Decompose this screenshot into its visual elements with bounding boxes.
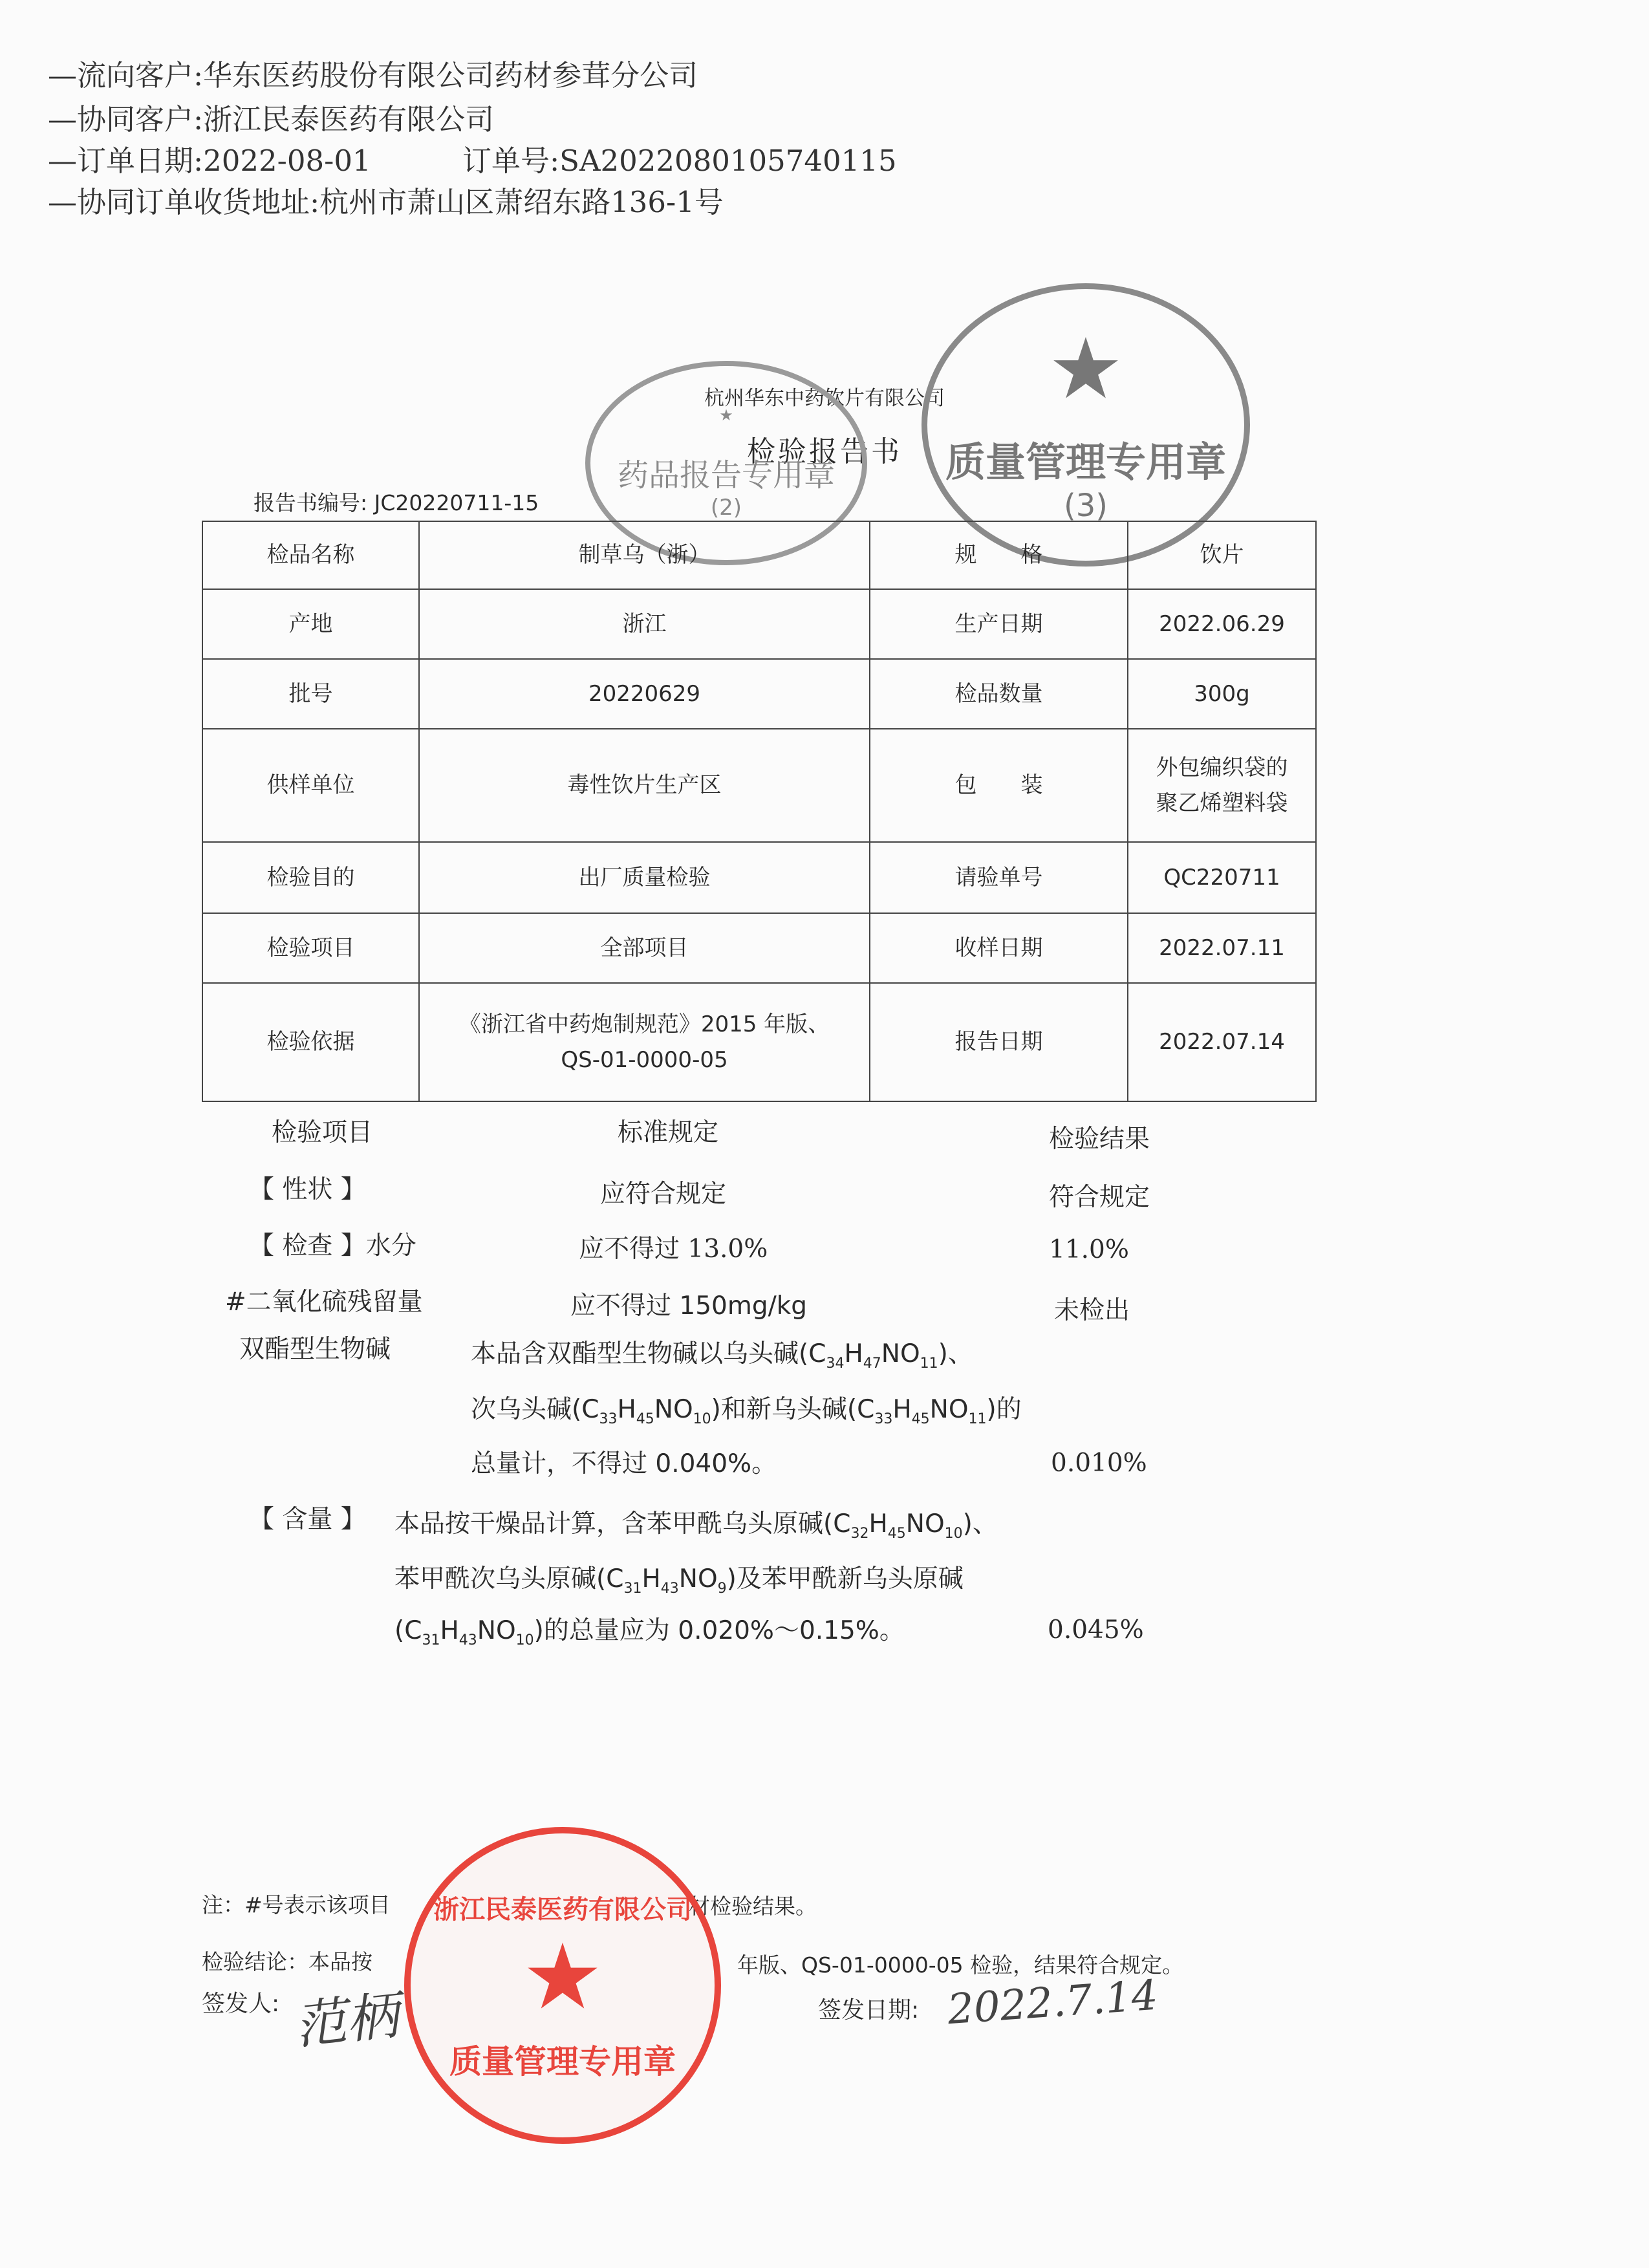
alkaloid-standard-line-2: 次乌头碱$(C_{33}H_{45}NO_{10})$和新乌头碱$(C_{33}H_{45}NO_{11})$的 [471,1395,1022,1427]
label-cell: 请验单号 [870,842,1128,913]
table-row [202,913,1316,983]
results-header-item: 检验项目 [272,1118,373,1147]
so2-label: #二氧化硫残留量 [225,1288,423,1317]
order-date-line: —订单日期:2022-08-01 [48,144,371,178]
table-row [202,729,1316,842]
value-cell [419,983,870,1101]
company-name: 杭州华东中药饮片有限公司 [704,387,945,410]
label-cell: 检品数量 [870,659,1128,729]
label-cell: 检验项目 [202,913,419,983]
table-row [202,842,1316,913]
delivery-address-line: —协同订单收货地址:杭州市萧山区萧绍东路136-1号 [48,185,724,219]
content-label: 【 含量 】 [249,1505,366,1534]
table-row [202,983,1316,1101]
table-row [202,521,1316,589]
alkaloid-label: 双酯型生物碱 [239,1335,391,1364]
value-cell: 20220629 [419,659,870,729]
signer-signature: 范柄 [292,1985,402,2057]
label-cell: 包 装 [870,729,1128,842]
issue-date-value: 2022.7.14 [945,1971,1159,2035]
value-cell: 浙江 [419,589,870,659]
label-cell: 收样日期 [870,913,1128,983]
content-standard-line-1: 本品按干燥品计算，含苯甲酰乌头原碱$(C_{32}H_{45}NO_{10})$、 [394,1509,998,1542]
value-cell [1128,729,1316,842]
table-row [202,659,1316,729]
flow-customer-line: —流向客户:华东医药股份有限公司药材参茸分公司 [48,58,698,92]
appearance-standard: 应符合规定 [600,1180,727,1209]
order-no: 订单号:SA2022080105740115 [462,144,897,178]
value-cell: 300g [1128,659,1316,729]
company-quality-stamp: 浙江民泰医药有限公司 ★ 质量管理专用章 [404,1827,721,2144]
results-header-standard: 标准规定 [618,1118,719,1147]
value-cell: 制草乌（浙） [419,521,870,589]
water-standard: 应不得过 13.0% [579,1235,768,1264]
value-cell: 饮片 [1128,521,1316,589]
label-cell: 检验依据 [202,983,419,1101]
drug-report-stamp: ★ 药品报告专用章 (2) [585,361,867,565]
appearance-result: 符合规定 [1049,1183,1150,1212]
appearance-label: 【 性状 】 [249,1175,366,1204]
label-cell: 生产日期 [870,589,1128,659]
value-cell: 2022.07.14 [1128,983,1316,1101]
inspection-water-label: 【 检查 】水分 [249,1231,416,1260]
table-row [202,589,1316,659]
label-cell: 批号 [202,659,419,729]
results-header-result: 检验结果 [1049,1125,1150,1154]
content-standard-line-3: $(C_{31}H_{43}NO_{10})$的总量应为 0.020%～0.15%。 [394,1616,905,1648]
footnote-tail: 材检验结果。 [689,1894,817,1919]
label-cell: 规 格 [870,521,1128,589]
conclusion-tail: 年版、QS-01-0000-05 检验，结果符合规定。 [737,1952,1184,1978]
content-standard-line-2: 苯甲酰次乌头原碱$(C_{31}H_{43}NO_9)$及苯甲酰新乌头原碱 [394,1564,964,1597]
label-cell: 报告日期 [870,983,1128,1101]
issue-date-label: 签发日期: [818,1997,920,2024]
value-cell: 2022.07.11 [1128,913,1316,983]
co-customer-line: —协同客户:浙江民泰医药有限公司 [48,102,495,136]
value-cell: QC220711 [1128,842,1316,913]
content-result: 0.045% [1048,1615,1144,1645]
conclusion: 检验结论：本品按 [202,1949,372,1974]
label-cell: 检品名称 [202,521,419,589]
basis-line-2: QS-01-0000-05 [561,1046,728,1073]
so2-result: 未检出 [1054,1296,1130,1325]
signer-label: 签发人: [202,1991,280,2017]
packaging-line-1: 外包编织袋的 [1156,755,1288,781]
value-cell: 2022.06.29 [1128,589,1316,659]
value-cell: 毒性饮片生产区 [419,729,870,842]
alkaloid-standard-line-3: 总量计，不得过 0.040%。 [471,1449,777,1478]
report-title: 检验报告书 [747,435,902,468]
footnote: 注：#号表示该项目 [202,1892,391,1917]
alkaloid-standard-line-1: 本品含双酯型生物碱以乌头碱$(C_{34}H_{47}NO_{11})$、 [471,1339,973,1372]
quality-stamp-top: ★ 质量管理专用章 (3) [921,283,1250,567]
basis-line-1: 《浙江省中药炮制规范》2015 年版、 [458,1011,830,1038]
label-cell: 供样单位 [202,729,419,842]
so2-standard: 应不得过 150mg/kg [570,1291,808,1321]
water-result: 11.0% [1049,1235,1129,1264]
label-cell: 检验目的 [202,842,419,913]
sample-info-table [202,521,1317,1102]
alkaloid-result: 0.010% [1051,1449,1147,1478]
report-number: 报告书编号: JC20220711-15 [253,490,539,515]
value-cell: 全部项目 [419,913,870,983]
packaging-line-2: 聚乙烯塑料袋 [1156,790,1288,816]
value-cell: 出厂质量检验 [419,842,870,913]
label-cell: 产地 [202,589,419,659]
